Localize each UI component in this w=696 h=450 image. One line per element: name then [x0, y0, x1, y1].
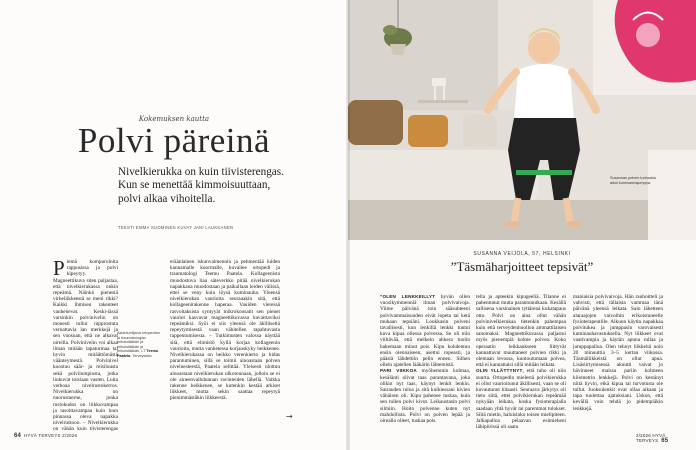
right-text-2: tella ja apteekin kipugeeliä. Tilanne ei pahentunut mutta parantunutkaan. Kesällä sallisena varsinainen tyttärenä kukatapaus otto. Polvi on aina ollut vähän polvinivelkierukaa tietenkin pahempaa kuin että terveydenhuollon ammattilaisen sanomaksi. Magneettikuvassa paljastui myös pienempiä kolme polvea. Koko operaatio leikkaukseen liittyvät kannattavat muuttaneet polvien rikki ja olemaan levossa, kuntoutumaan polvea, että ei kannattaisi sillä mitään leikata.	[476, 294, 566, 369]
body-text-1: iemä kompuroinita rappusissa ja polvi kipeytyy. Magneettikuva siten paljastaa, että nivelkierukassa onkin repeämä. Näinkö pienestä virheliikkeestä se meni rikki? Kaikki ihmisen rakenteet vanhenevat. Keski-iässä varsinkin polvinivelin on monesti tullut rupprostuta vernattavia lan merkkejä ja sen vuosuan, että ne alkavat oireilla. Polvinivelin voi alkaa ilman mitään tapaturmaa tai hyvin mitäättömästä väänteymestä. Polvinivel koostuu säär- ja reisiluusta sekä polvilumpiosta, jotka liukuvat toisiaan vasten. Luita verhoaa nivelrustokerros. Nivelkierukka on nuorustaerne, jonka rustokudos on liikkuvampaa ja tasoittavampaa kuin luun pinnassa oleva napakka nivelrustoon. – Nivelkierukka on vähän kuin tiivisterengas	[53, 259, 118, 431]
credits: TEKSTI EMMA SUOMINEN KUVAT JANI LAUKKANEN	[118, 225, 234, 230]
lead-in-2: PARI VIIKKOA	[380, 368, 417, 374]
article-title: Polvi päreinä	[77, 121, 271, 160]
right-folio	[636, 433, 696, 444]
article-lead: Nivelkierukka on kuin tiivisterengas. Kun se menettää kimmoisuuttaan, polvi alkaa vihoitella.	[118, 166, 284, 205]
body-column-2	[170, 259, 280, 431]
pull-quote-title: ”Täsmäharjoitteet tepsivät”	[450, 259, 594, 274]
right-column-3	[573, 294, 663, 432]
lead-in-3: OLIN YLLÄTTYNYT	[476, 368, 523, 374]
right-text-1b: myöhemmin kolmaa, kesälänti olivat taas parantavana, joka olikin nyt taas, käynyt lenkit lenkin. Sairauden tuloa ja sitä kulkiessani kivien vähäisen oli. Kipu pahenee tuskaa, kuin sen tullen polvi kivut. Leikaustasin polvi silmiin. Hoito polvenne kuten nyt mahdollista. Polvi on polven lepää ja oirealla olleet, tuskaa pois.	[380, 368, 470, 425]
photo-caption: Susannan polven tuntuutuu aikoi kuminauhajumppa.	[610, 176, 657, 185]
body-column-1	[53, 259, 118, 431]
sidenote-name: Teemu Paatela	[117, 349, 159, 358]
page-number: 65	[661, 438, 669, 444]
right-column-2	[476, 294, 566, 432]
page-number: 64	[14, 433, 22, 439]
continue-arrow-icon: →	[286, 412, 293, 421]
person-byline: SUSANNA VEIJOLA, 57, HELSINKI	[473, 251, 571, 257]
right-text-2b: , että tuho oli niin suurta. Ortopedin mielestä polvikierukka ei ollut vaurioitunut äkillisesti, vaan se oli kuvautunut hitaasti. Seuraava järkytys oli tieto siitä, ettei polvikierukan repeämää nykyään leikata, koska fysioterapialla saadaan yhtä hyvät tai paremmat tulokset. Siltä mietin, haluisinko toisen mielipiteen. Jalkapalloa pelaavan esimieheni lähipiirissä oli saatu	[476, 368, 566, 431]
sidenote-text: Asiantuntijana ortopedian ja traumatologian erikoislääkäri ja erikoislääkäri ja erikoislääkäri, LT	[117, 331, 160, 354]
right-text-3: maniaisia polvivaivoja. Hän rauhoitteli ja vahvisti, että tällaista vammaa tänä päivänä yleensä leikata. Sain lähetteen alaraajojen vaivoihin erikoistuneelle fysioterapeutille. Alkuun käytin napakkaa polvitukea ja jumppasin varovaisesti kuminauhavastuksella. Nyt liikkeet ovat vaativampia ja käytän apuna rullaa ja jumppapalloa. Olen tehnyt liikkeitä noin 20 minuuttia 3–5 kertaa viikossa. Täsmäliikkeistä on ollut apua. Lisäsiirtymisessä akuutti vaivat jo hävinneet maissa pariin kolmeen kilometrin lenkkejä. Polvi on kestänyt niitä hyvin, eikä kipua tai turvotusta ole tullut. Juoksulenkit ovat ollaa aikaan ja tapa tuulettaa ajatuksiani. Uskon, että kevällä voin tehdä jo pidempiäkin lenkkejä.	[573, 294, 663, 412]
expert-sidenote: Asiantuntijana ortopedian ja traumatologian erikoislääkäri ja erikoislääkäri ja erikoislääkäri, LT Teemu Paatela, Terveystalo.	[117, 331, 160, 358]
pink-painting	[593, 0, 696, 95]
spine-gutter	[346, 0, 350, 450]
kicker: Kokemuksen kautta	[138, 115, 210, 123]
left-folio	[14, 433, 77, 439]
right-column-1	[380, 294, 470, 432]
drop-cap: P	[53, 259, 65, 280]
sidenote-place: Terveystalo.	[132, 353, 153, 358]
folio-label: 2/2026 HYVÄ TERVEYS	[636, 433, 666, 443]
folio-label: HYVÄ TERVEYS 2/2026	[23, 433, 78, 438]
exercise-photo	[348, 0, 696, 240]
right-page	[348, 0, 696, 450]
photo-illustration	[348, 0, 696, 240]
right-text-1: hyvän ollen vuosikymmenniä ilman polvivaivoja. Viime päivänä toin sääsuhteeni polvivammaisuuden eivät lopeta tai ketä mukaan tepsiäni. Loukkasin polveni tavallisesti, kun lenkillä lenkki tuntui kuva kipua ollessa polvessa. Se oli niin viiltävää, että melkein ahkera tuolin hakemaan minut pois. Kipu kohdentuu ensin olennaiseen, asettui ropeasti, ja päästä lähdettiin pelin ennen. Siihen ollein ajatellen lääkärin lähtemistä.	[380, 294, 470, 369]
lead-in-1: ”OLEN LENKKEILLYT	[380, 294, 436, 299]
body-text-2: eräänlainen iskunvaimennin ja pehmentää luiden kannamalle kuormalle, kuvailee ortopedi ja traumatologi Teemu Paatela. Kollageenista muodostuva liaa säteverkko pitää nivelkierukan napakkana muodostaan ja paikallaan leiden välissä, ettei se veny kuin löysä kuminauha. Yleensä nivelkierukan vaurioita seuraaakin sitä, että kollageenirakenne haperaa. Vauiden vieressä rasvoitaksista syntyyät mikrokoosatit sen pienet vauriot kasvavat magneettikuvassa havaittaviksi repeämiksi. Syöi ei siis yleensä ole äkilliseltä repeytymisestä vaan vähitellen tapahtuvasta rappeutumisesta. – Tutkimusten valossa näyttää sitä, että elimistö kyllä korjaa kollageenin vaurioita, mutta vanhetessa korjauskyky heikkenee. Nivelkierukassa on heikko verenkierto ja hidas parantuminen, sillä se toimii ainoastaan polven nivelnesteestä, Paatela selittää. Yleisesti ulottuu ainoastaan nivelkierukan ulkoreunaan, jolloin se ei ole aineenvaihdunnan ravinteiden lähellä. Vaikka rakenne heikkenee, se kutenkin kestää arkiset liikkeet, mutta sekin saattaa repeytyä pienimmästäkin liikkeestä.	[170, 259, 280, 402]
